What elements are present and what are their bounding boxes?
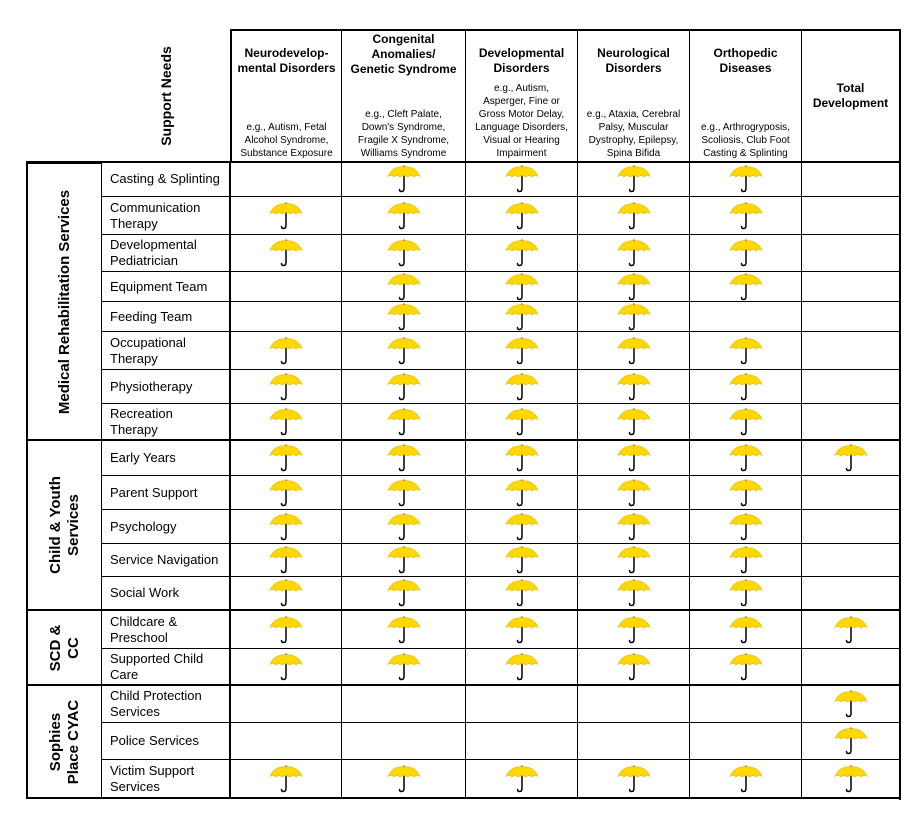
service-name: Casting & Splinting: [102, 162, 230, 197]
umbrella-icon: [616, 513, 652, 541]
matrix-cell: [690, 162, 802, 197]
matrix-cell: [342, 611, 466, 649]
umbrella-icon: [386, 337, 422, 365]
support-needs-label: Support Needs: [158, 45, 174, 146]
matrix-cell: [230, 370, 342, 404]
matrix-cell: [578, 235, 690, 272]
matrix-cell: [466, 162, 578, 197]
matrix-cell: [230, 544, 342, 577]
umbrella-icon: [616, 166, 652, 194]
matrix-cell: [466, 476, 578, 510]
umbrella-icon: [728, 653, 764, 681]
umbrella-icon: [268, 547, 304, 575]
umbrella-icon: [504, 408, 540, 436]
umbrella-icon: [833, 616, 869, 644]
row-group-label: Medical Rehabilitation Services: [55, 189, 73, 414]
umbrella-icon: [504, 166, 540, 194]
column-title: Orthopedic Diseases: [713, 46, 778, 75]
umbrella-icon: [616, 337, 652, 365]
service-name: Developmental Pediatrician: [102, 235, 230, 272]
matrix-cell: [690, 611, 802, 649]
matrix-cell: [578, 510, 690, 544]
umbrella-icon: [728, 445, 764, 473]
umbrella-icon: [504, 240, 540, 268]
matrix-cell: [578, 441, 690, 476]
umbrella-icon: [386, 273, 422, 301]
umbrella-icon: [268, 513, 304, 541]
matrix-cell: [342, 197, 466, 235]
matrix-cell: [466, 649, 578, 686]
umbrella-icon: [386, 547, 422, 575]
matrix-cell: [690, 235, 802, 272]
matrix-cell: [466, 197, 578, 235]
umbrella-icon: [504, 580, 540, 608]
service-name: Child Protection Services: [102, 686, 230, 723]
matrix-cell: [802, 441, 900, 476]
service-name: Feeding Team: [102, 302, 230, 332]
matrix-cell: [690, 302, 802, 332]
matrix-cell: [342, 235, 466, 272]
matrix-cell: [690, 404, 802, 441]
matrix-cell: [230, 649, 342, 686]
matrix-cell: [230, 272, 342, 302]
service-name: Victim Support Services: [102, 760, 230, 799]
matrix-cell: [342, 404, 466, 441]
umbrella-icon: [728, 479, 764, 507]
matrix-cell: [466, 577, 578, 611]
umbrella-icon: [616, 273, 652, 301]
umbrella-icon: [386, 513, 422, 541]
umbrella-icon: [728, 337, 764, 365]
matrix-cell: [230, 611, 342, 649]
umbrella-icon: [504, 273, 540, 301]
matrix-cell: [342, 577, 466, 611]
matrix-cell: [578, 272, 690, 302]
matrix-cell: [690, 686, 802, 723]
umbrella-icon: [728, 408, 764, 436]
umbrella-icon: [268, 202, 304, 230]
service-name: Communication Therapy: [102, 197, 230, 235]
matrix-cell: [230, 197, 342, 235]
matrix-cell: [342, 332, 466, 370]
umbrella-icon: [386, 202, 422, 230]
matrix-cell: [802, 544, 900, 577]
umbrella-icon: [616, 373, 652, 401]
umbrella-icon: [268, 445, 304, 473]
matrix-cell: [802, 197, 900, 235]
matrix-cell: [578, 197, 690, 235]
service-name: Psychology: [102, 510, 230, 544]
column-header: [578, 29, 690, 162]
matrix-cell: [230, 510, 342, 544]
matrix-cell: [466, 332, 578, 370]
matrix-cell: [690, 332, 802, 370]
matrix-cell: [342, 649, 466, 686]
matrix-cell: [578, 611, 690, 649]
matrix-cell: [230, 332, 342, 370]
matrix-cell: [578, 760, 690, 799]
matrix-cell: [802, 332, 900, 370]
row-group: [26, 686, 102, 799]
umbrella-icon: [616, 408, 652, 436]
matrix-cell: [690, 577, 802, 611]
matrix-cell: [342, 723, 466, 760]
service-name: Service Navigation: [102, 544, 230, 577]
umbrella-icon: [386, 445, 422, 473]
matrix-cell: [802, 686, 900, 723]
matrix-cell: [466, 302, 578, 332]
umbrella-icon: [268, 373, 304, 401]
service-name: Recreation Therapy: [102, 404, 230, 441]
service-name: Childcare & Preschool: [102, 611, 230, 649]
matrix-cell: [230, 686, 342, 723]
matrix-cell: [342, 476, 466, 510]
umbrella-icon: [728, 373, 764, 401]
matrix-cell: [342, 441, 466, 476]
umbrella-icon: [616, 547, 652, 575]
row-group: [26, 611, 102, 686]
matrix-cell: [342, 370, 466, 404]
matrix-cell: [578, 162, 690, 197]
umbrella-icon: [268, 653, 304, 681]
umbrella-icon: [504, 653, 540, 681]
umbrella-icon: [268, 240, 304, 268]
service-name: Parent Support: [102, 476, 230, 510]
matrix-cell: [230, 441, 342, 476]
matrix-cell: [342, 686, 466, 723]
matrix-cell: [802, 302, 900, 332]
matrix-cell: [466, 370, 578, 404]
umbrella-icon: [386, 479, 422, 507]
umbrella-icon: [616, 303, 652, 331]
umbrella-icon: [616, 580, 652, 608]
support-needs-header: [102, 29, 230, 162]
matrix-cell: [466, 723, 578, 760]
umbrella-icon: [386, 653, 422, 681]
umbrella-icon: [386, 240, 422, 268]
umbrella-icon: [833, 691, 869, 719]
column-examples: e.g., Autism, Asperger, Fine or Gross Motor Delay, Language Disorders, Visual or Hearing Impairment: [475, 83, 568, 159]
umbrella-icon: [616, 616, 652, 644]
column-header: [690, 29, 802, 162]
column-examples: e.g., Arthrogryposis, Scoliosis, Club Foot Casting & Splinting: [701, 122, 790, 159]
column-examples: e.g., Ataxia, Cerebral Palsy, Muscular Dystrophy, Epilepsy, Spina Bifida: [586, 109, 681, 159]
matrix-cell: [230, 723, 342, 760]
matrix-cell: [466, 760, 578, 799]
matrix-cell: [230, 476, 342, 510]
umbrella-icon: [504, 547, 540, 575]
matrix-cell: [802, 723, 900, 760]
umbrella-icon: [728, 166, 764, 194]
umbrella-icon: [386, 303, 422, 331]
row-group-label: Sophies Place CYAC: [46, 699, 82, 784]
umbrella-icon: [504, 373, 540, 401]
matrix-cell: [230, 577, 342, 611]
umbrella-icon: [268, 337, 304, 365]
matrix-cell: [690, 544, 802, 577]
column-title: Congenital Anomalies/ Genetic Syndrome: [350, 32, 457, 76]
service-name: Supported Child Care: [102, 649, 230, 686]
matrix-cell: [802, 760, 900, 799]
matrix-cell: [466, 441, 578, 476]
column-title: Total Development: [812, 81, 889, 110]
matrix-cell: [466, 686, 578, 723]
column-title: Developmental Disorders: [478, 46, 565, 75]
umbrella-icon: [728, 547, 764, 575]
umbrella-icon: [728, 616, 764, 644]
umbrella-icon: [616, 653, 652, 681]
matrix-cell: [342, 272, 466, 302]
umbrella-icon: [504, 202, 540, 230]
matrix-cell: [466, 272, 578, 302]
matrix-cell: [578, 649, 690, 686]
umbrella-icon: [386, 765, 422, 793]
matrix-cell: [802, 510, 900, 544]
matrix-cell: [802, 272, 900, 302]
matrix-cell: [342, 162, 466, 197]
matrix-cell: [690, 441, 802, 476]
umbrella-icon: [616, 445, 652, 473]
service-name: Occupational Therapy: [102, 332, 230, 370]
umbrella-icon: [504, 445, 540, 473]
umbrella-icon: [833, 445, 869, 473]
umbrella-icon: [728, 580, 764, 608]
umbrella-icon: [386, 580, 422, 608]
matrix-cell: [802, 162, 900, 197]
matrix-cell: [690, 197, 802, 235]
umbrella-icon: [728, 513, 764, 541]
umbrella-icon: [833, 765, 869, 793]
matrix-cell: [578, 544, 690, 577]
umbrella-icon: [728, 765, 764, 793]
matrix-cell: [578, 476, 690, 510]
umbrella-icon: [386, 616, 422, 644]
service-name: Physiotherapy: [102, 370, 230, 404]
matrix-cell: [690, 723, 802, 760]
matrix-cell: [466, 235, 578, 272]
umbrella-icon: [504, 337, 540, 365]
matrix-cell: [230, 162, 342, 197]
matrix-cell: [342, 544, 466, 577]
service-name: Equipment Team: [102, 272, 230, 302]
matrix-cell: [690, 476, 802, 510]
column-header: [466, 29, 578, 162]
matrix-cell: [690, 510, 802, 544]
matrix-cell: [802, 235, 900, 272]
matrix-cell: [230, 302, 342, 332]
matrix-cell: [230, 235, 342, 272]
umbrella-icon: [504, 513, 540, 541]
matrix-cell: [230, 404, 342, 441]
matrix-cell: [578, 686, 690, 723]
matrix-cell: [802, 577, 900, 611]
row-group-label: SCD & CC: [46, 624, 82, 671]
umbrella-icon: [504, 765, 540, 793]
umbrella-icon: [616, 202, 652, 230]
matrix-cell: [466, 404, 578, 441]
matrix-cell: [578, 302, 690, 332]
matrix-cell: [578, 370, 690, 404]
umbrella-icon: [504, 303, 540, 331]
matrix-cell: [690, 370, 802, 404]
umbrella-icon: [504, 479, 540, 507]
umbrella-icon: [268, 765, 304, 793]
umbrella-icon: [504, 616, 540, 644]
matrix-cell: [802, 649, 900, 686]
umbrella-icon: [616, 765, 652, 793]
row-group-label: Child & Youth Services: [46, 476, 82, 574]
matrix-cell: [466, 611, 578, 649]
column-title: Neurodevelop- mental Disorders: [237, 46, 336, 75]
matrix-cell: [690, 649, 802, 686]
umbrella-icon: [616, 479, 652, 507]
matrix-cell: [802, 476, 900, 510]
matrix-cell: [802, 404, 900, 441]
umbrella-icon: [616, 240, 652, 268]
umbrella-icon: [268, 408, 304, 436]
service-name: Police Services: [102, 723, 230, 760]
umbrella-icon: [728, 240, 764, 268]
matrix-cell: [342, 760, 466, 799]
column-header: [342, 29, 466, 162]
matrix-cell: [466, 510, 578, 544]
matrix-cell: [578, 577, 690, 611]
matrix-cell: [342, 510, 466, 544]
matrix-cell: [578, 332, 690, 370]
column-header: [802, 29, 900, 162]
matrix-cell: [466, 544, 578, 577]
service-name: Social Work: [102, 577, 230, 611]
column-title: Neurological Disorders: [597, 46, 670, 75]
umbrella-icon: [386, 373, 422, 401]
umbrella-icon: [386, 166, 422, 194]
row-group: [26, 441, 102, 611]
matrix-cell: [802, 611, 900, 649]
matrix-cell: [578, 723, 690, 760]
matrix-cell: [230, 760, 342, 799]
matrix-cell: [578, 404, 690, 441]
umbrella-icon: [268, 616, 304, 644]
umbrella-icon: [386, 408, 422, 436]
column-header: [230, 29, 342, 162]
matrix-cell: [802, 370, 900, 404]
umbrella-icon: [728, 273, 764, 301]
column-examples: e.g., Autism, Fetal Alcohol Syndrome, Substance Exposure: [240, 122, 333, 159]
matrix-cell: [690, 272, 802, 302]
umbrella-icon: [268, 580, 304, 608]
matrix-cell: [342, 302, 466, 332]
column-examples: e.g., Cleft Palate, Down's Syndrome, Fragile X Syndrome, Williams Syndrome: [357, 109, 450, 159]
row-group: [26, 162, 102, 441]
umbrella-icon: [833, 728, 869, 756]
umbrella-icon: [728, 202, 764, 230]
service-name: Early Years: [102, 441, 230, 476]
matrix-cell: [690, 760, 802, 799]
umbrella-icon: [268, 479, 304, 507]
